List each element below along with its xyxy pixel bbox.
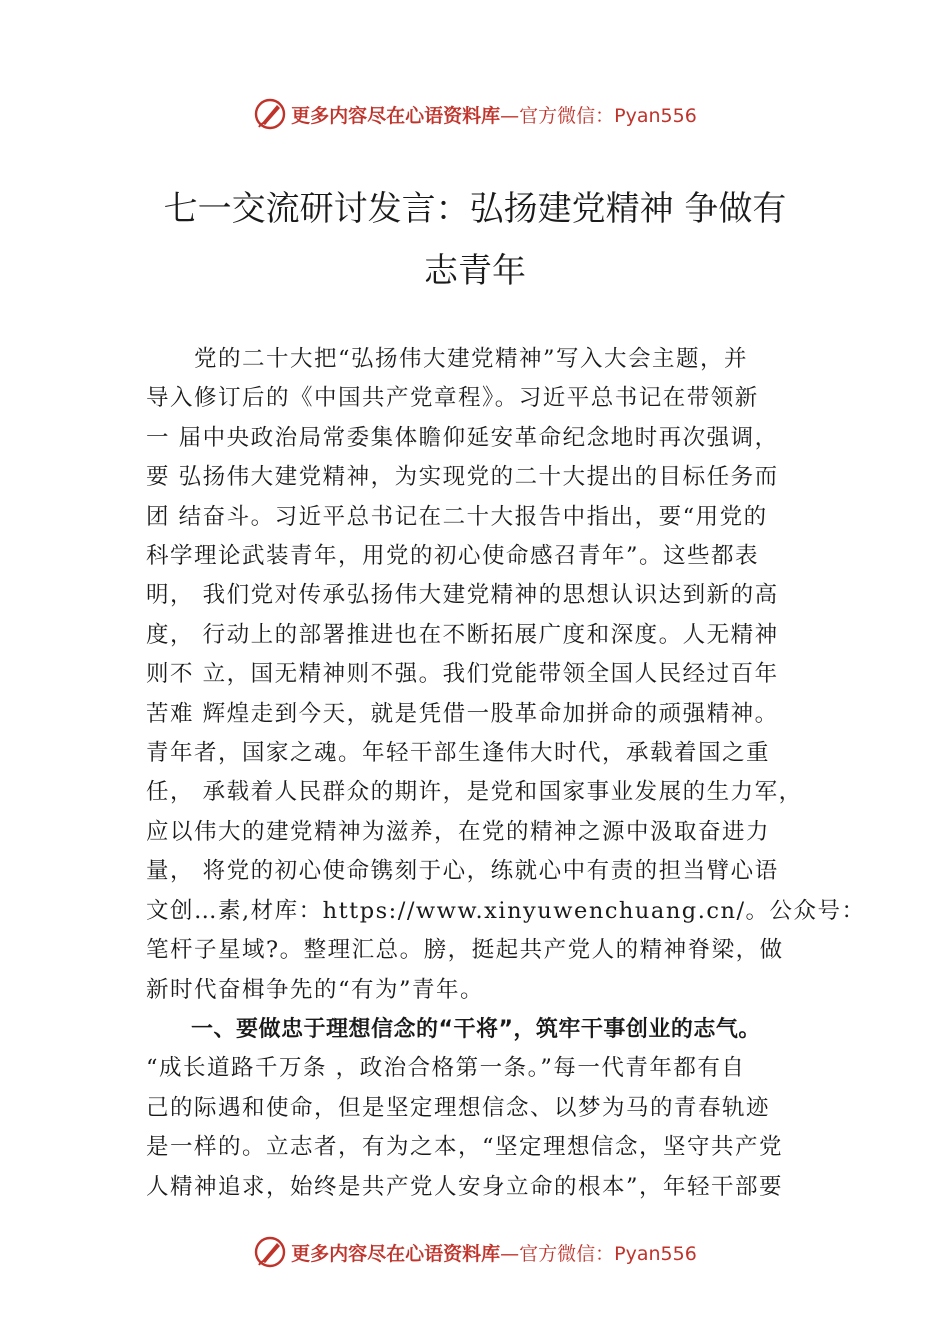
article-body bbox=[146, 340, 866, 1207]
body-line: 笔杆子星域?。整理汇总。膀，挺起共产党人的精神脊梁，做 bbox=[146, 937, 784, 964]
body-line: 要 弘扬伟大建党精神，为实现党的二十大提出的目标任务而 bbox=[146, 464, 779, 491]
pen-logo-icon bbox=[253, 97, 287, 131]
body-line: 导入修订后的《中国共产党章程》。习近平总书记在带领新 bbox=[146, 385, 759, 412]
page-title bbox=[120, 178, 830, 302]
body-line: 文创…素,材库：https://www.xinyuwenchuang.cn/。公众号： bbox=[146, 897, 866, 924]
body-line: 任， 承载着人民群众的期许，是党和国家事业发展的生力军， bbox=[146, 779, 803, 806]
body-line: “成长道路千万条 ，政治合格第一条。”每一代青年都有自 bbox=[146, 1055, 746, 1082]
body-line: 则不 立，国无精神则不强。我们党能带领全国人民经过百年 bbox=[146, 661, 779, 688]
body-line: 应以伟大的建党精神为滋养，在党的精神之源中汲取奋进力 bbox=[146, 818, 771, 845]
body-line: 团 结奋斗。习近平总书记在二十大报告中指出，要“用党的 bbox=[146, 503, 768, 530]
body-line: 度， 行动上的部署推进也在不断拓展广度和深度。人无精神 bbox=[146, 621, 779, 648]
body-line: 青年者，国家之魂。年轻干部生逢伟大时代，承载着国之重 bbox=[146, 740, 771, 767]
body-line: 是一样的。立志者，有为之本，“坚定理想信念，坚守共产党 bbox=[146, 1134, 784, 1161]
body-line: 量， 将党的初心使命镌刻于心，练就心中有责的担当臂心语 bbox=[146, 858, 779, 885]
pen-logo-icon bbox=[253, 1235, 287, 1269]
footer-brand-text: 更多内容尽在心语资料库 bbox=[291, 1242, 501, 1265]
body-line: 人精神追求，始终是共产党人安身立命的根本”，年轻干部要 bbox=[146, 1173, 784, 1200]
section-heading: 一、要做忠于理想信念的“干将”，筑牢干事创业的志气。 bbox=[146, 1016, 761, 1042]
footer-wechat-text: —官方微信：Pyan556 bbox=[500, 1242, 697, 1265]
footer-banner bbox=[0, 1232, 950, 1272]
body-line: 新时代奋楫争先的“有为”青年。 bbox=[146, 976, 485, 1003]
body-line: 一 届中央政治局常委集体瞻仰延安革命纪念地时再次强调， bbox=[146, 424, 779, 451]
header-wechat-text: —官方微信：Pyan556 bbox=[500, 104, 697, 127]
title-line-1: 七一交流研讨发言：弘扬建党精神 争做有 bbox=[163, 189, 787, 229]
body-line: 己的际遇和使命，但是坚定理想信念、以梦为马的青春轨迹 bbox=[146, 1094, 771, 1121]
body-line: 明， 我们党对传承弘扬伟大建党精神的思想认识达到新的高 bbox=[146, 582, 779, 609]
body-line: 党的二十大把“弘扬伟大建党精神”写入大会主题，并 bbox=[146, 346, 749, 372]
title-line-2: 志青年 bbox=[424, 251, 526, 291]
body-line: 科学理论武装青年，用党的初心使命感召青年”。这些都表 bbox=[146, 543, 760, 570]
body-line: 苦难 辉煌走到今天，就是凭借一股革命加拼命的顽强精神。 bbox=[146, 700, 779, 727]
header-brand-text: 更多内容尽在心语资料库 bbox=[291, 104, 501, 127]
header-banner bbox=[0, 94, 950, 134]
